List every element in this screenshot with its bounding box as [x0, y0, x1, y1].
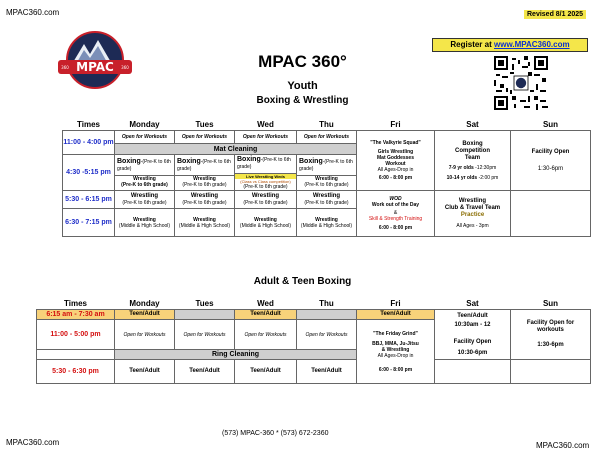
- fri-valkyrie-cell: [357, 131, 435, 191]
- wrestling-label: Wrestling: [315, 175, 338, 182]
- col-tues: Tues: [195, 119, 214, 129]
- grade-label: (Pre-K to 6th grade): [182, 181, 227, 188]
- boxing-wrestling-cell: [115, 155, 175, 191]
- qr-code[interactable]: [494, 56, 548, 110]
- fri-line: Mat Goddesses: [377, 155, 414, 161]
- fri-grind-cell: [357, 320, 435, 384]
- sat-line: All Ages - 3pm: [456, 223, 489, 229]
- register-banner: [432, 38, 588, 52]
- adult-row-3: [37, 360, 591, 384]
- youth-subtitle-2: Boxing & Wrestling: [256, 95, 349, 106]
- page-title: MPAC 360°: [258, 52, 347, 71]
- sat-line: Team: [464, 154, 481, 161]
- sun-line: 1:30-6pm: [537, 165, 564, 172]
- wrestling-label: Wrestling: [130, 193, 159, 199]
- wrestling-cell: [115, 209, 175, 237]
- grade-label: (Pre-K to 6th grade): [304, 200, 349, 206]
- col-thu: Thu: [319, 119, 334, 129]
- site-url-bottom-right: MPAC360.com: [536, 441, 590, 450]
- boxing-label: Boxing: [177, 157, 201, 165]
- boxing-live-wrestling-cell: [235, 155, 297, 191]
- grade-label: (Pre-K to 6th grade): [122, 200, 167, 206]
- teen-adult-cell: Teen/Adult: [175, 360, 235, 384]
- grade-label: (Pre-K to 6th grade): [304, 181, 349, 188]
- boxing-label: Boxing: [237, 155, 261, 163]
- wod-label: WOD: [389, 196, 402, 202]
- ring-cleaning-bar: Ring Cleaning: [115, 350, 357, 360]
- youth-row-3: [63, 191, 591, 209]
- register-link[interactable]: www.MPAC360.com: [494, 40, 570, 49]
- grade-label: (Pre-K to 6th grade): [182, 200, 227, 206]
- grade-label: -(Pre-K to 6th grade): [299, 158, 353, 172]
- wrestling-label: Wrestling: [133, 216, 156, 223]
- grade-label: (Pre-K to 6th grade): [121, 181, 168, 188]
- adult-header-row: [37, 297, 591, 310]
- time-cell: 11:00 - 4:00 pm: [63, 131, 115, 155]
- skill-training: Skill & Strength Training: [368, 216, 423, 222]
- sat-line: 10:30-6pm: [457, 349, 488, 356]
- col-monday: Monday: [129, 298, 160, 308]
- amp: &: [393, 210, 398, 216]
- col-tues: Tues: [195, 298, 214, 308]
- wrestling-cell: [235, 209, 297, 237]
- open-workouts: Open for Workouts: [235, 131, 297, 144]
- teen-adult-cell: Teen/Adult: [357, 310, 435, 320]
- teen-adult-cell: Teen/Adult: [235, 310, 297, 320]
- sat-boxing-cell: [435, 131, 511, 191]
- time-cell: 6:15 am - 7:30 am: [37, 310, 115, 320]
- open-workouts: Open for Workouts: [175, 131, 235, 144]
- footer-phones: (573) MPAC-360 * (573) 672-2360: [222, 430, 329, 437]
- grade-label: (Middle & High School): [239, 222, 292, 229]
- wrestling-label: Wrestling: [312, 193, 341, 199]
- wrestling-cell: [175, 191, 235, 209]
- sun-empty-cell: [511, 191, 591, 237]
- sat-time: -12:30pm: [475, 164, 497, 171]
- time-cell: 5:30 - 6:30 pm: [37, 360, 115, 384]
- fri-line: Girls Wrestling: [377, 149, 414, 155]
- revised-badge: Revised 8/1 2025: [524, 10, 586, 19]
- sun-adult-cell: [511, 310, 591, 360]
- boxing-label: Boxing: [117, 157, 141, 165]
- sat-line: Competition: [455, 147, 490, 154]
- boxing-label: Boxing: [299, 157, 323, 165]
- open-workouts: Open for Workouts: [115, 320, 175, 350]
- class-vs-class-label: (Class vs Class competition): [240, 178, 291, 184]
- youth-subtitle: Youth: [287, 80, 318, 92]
- wrestling-cell: [297, 191, 357, 209]
- wrestling-cell: [115, 191, 175, 209]
- site-url-top: MPAC360.com: [6, 8, 60, 17]
- site-url-bottom-left: MPAC360.com: [6, 438, 60, 447]
- teen-adult-cell: Teen/Adult: [115, 310, 175, 320]
- wod-desc: Work out of the Day: [371, 202, 420, 208]
- wrestling-label: Wrestling: [315, 216, 338, 223]
- sat-adult-cell: [435, 310, 511, 360]
- grade-label: -(Pre-K to 6th grade): [117, 158, 171, 172]
- sat-empty-cell: [435, 360, 511, 384]
- svg-text:MPAC: MPAC: [76, 60, 114, 74]
- fri-line: Workout: [385, 161, 406, 167]
- open-workouts: Open for Workouts: [235, 320, 297, 350]
- sat-line: Wrestling: [458, 198, 487, 204]
- youth-header-row: [63, 118, 591, 131]
- sun-line: Facility Open: [531, 148, 570, 155]
- svg-text:360: 360: [121, 65, 129, 70]
- col-sat: Sat: [466, 298, 479, 308]
- boxing-wrestling-cell: [297, 155, 357, 191]
- grade-label: -(Pre-K to 6th grade): [177, 158, 231, 172]
- sun-empty-cell: [511, 360, 591, 384]
- fri-line: 6:00 - 8:00 pm: [378, 175, 413, 181]
- sat-wrestling-cell: [435, 191, 511, 237]
- sat-line: Facility Open: [453, 338, 492, 345]
- col-wed: Wed: [257, 119, 274, 129]
- mat-cleaning-bar: Mat Cleaning: [115, 144, 357, 155]
- open-workouts: Open for Workouts: [115, 131, 175, 144]
- col-thu: Thu: [319, 298, 334, 308]
- wrestling-cell: [235, 191, 297, 209]
- grade-label: (Pre-K to 6th grade): [243, 200, 288, 206]
- col-fri: Fri: [390, 119, 401, 129]
- sat-line: Club & Travel Team: [444, 205, 501, 211]
- grade-label: (Middle & High School): [300, 222, 353, 229]
- time-cell: 5:30 - 6:15 pm: [63, 191, 115, 209]
- sat-line: Teen/Adult: [457, 312, 488, 319]
- grade-label: (Middle & High School): [178, 222, 231, 229]
- sat-line: Practice: [460, 212, 485, 218]
- time-cell: 4:30 -5:15 pm: [63, 155, 115, 191]
- open-workouts: Open for Workouts: [175, 320, 235, 350]
- live-wrestling-label: Live Wrestling Weds: [235, 174, 296, 179]
- col-sun: Sun: [542, 298, 559, 308]
- empty-grey-cell: [297, 310, 357, 320]
- wrestling-label: Wrestling: [251, 193, 280, 199]
- sun-open-cell: [511, 131, 591, 191]
- wrestling-label: Wrestling: [133, 175, 156, 182]
- sat-line: Boxing: [462, 140, 483, 147]
- grade-label: (Pre-K to 6th grade): [243, 183, 288, 190]
- fri-line: All Ages-Drop in: [377, 352, 414, 359]
- fri-wod-cell: [357, 191, 435, 237]
- grade-label: -(Pre-K to 6th grade): [237, 156, 291, 170]
- col-fri: Fri: [390, 298, 401, 308]
- col-times: Times: [77, 119, 100, 129]
- youth-row-1: [63, 131, 591, 144]
- grade-label: (Middle & High School): [118, 222, 171, 229]
- register-label: Register at: [450, 40, 492, 49]
- adult-section-title: Adult & Teen Boxing: [253, 276, 352, 287]
- wrestling-label: Wrestling: [193, 216, 216, 223]
- empty-grey-cell: [175, 310, 235, 320]
- wrestling-label: Wrestling: [254, 216, 277, 223]
- time-cell: 6:30 - 7:15 pm: [63, 209, 115, 237]
- open-workouts: Open for Workouts: [297, 320, 357, 350]
- time-blank-cell: [37, 350, 115, 360]
- adult-row-1: [37, 310, 591, 320]
- col-monday: Monday: [129, 119, 160, 129]
- youth-schedule-table: [62, 118, 591, 237]
- grind-title: "The Friday Grind": [373, 330, 418, 337]
- adult-schedule-table: [36, 297, 591, 384]
- wrestling-cell: [297, 209, 357, 237]
- mpac-logo: [56, 30, 134, 90]
- teen-adult-cell: Teen/Adult: [235, 360, 297, 384]
- teen-adult-cell: Teen/Adult: [115, 360, 175, 384]
- sun-line: 1:30-6pm: [537, 342, 564, 348]
- fri-line: All Ages-Drop in: [377, 167, 414, 173]
- sun-line: Facility Open for: [526, 320, 575, 326]
- time-cell: 11:00 - 5:00 pm: [37, 320, 115, 350]
- sat-age: 7-9 yr olds: [448, 164, 474, 171]
- fri-line: & Wrestling: [381, 346, 410, 353]
- valkyrie-title: "The Valkyrie Squad": [370, 140, 421, 146]
- svg-text:360: 360: [61, 65, 69, 70]
- wrestling-label: Wrestling: [193, 175, 216, 182]
- boxing-wrestling-cell: [175, 155, 235, 191]
- col-sun: Sun: [542, 119, 559, 129]
- teen-adult-cell: Teen/Adult: [297, 360, 357, 384]
- fri-line: 6:00 - 8:00 pm: [378, 366, 413, 373]
- col-sat: Sat: [466, 119, 479, 129]
- fri-line: BBJ, MMA, Ju-Jitsu: [372, 340, 419, 347]
- fri-time: 6:00 - 8:00 pm: [378, 225, 413, 231]
- sun-line: workouts: [537, 327, 564, 333]
- col-wed: Wed: [257, 298, 274, 308]
- wrestling-label: Wrestling: [190, 193, 219, 199]
- sat-line: 10:30am - 12: [454, 321, 491, 328]
- sat-age: 10-14 yr olds: [446, 174, 478, 181]
- wrestling-cell: [175, 209, 235, 237]
- sat-time: -2:00 pm: [478, 174, 499, 181]
- col-times: Times: [64, 298, 87, 308]
- open-workouts: Open for Workouts: [297, 131, 357, 144]
